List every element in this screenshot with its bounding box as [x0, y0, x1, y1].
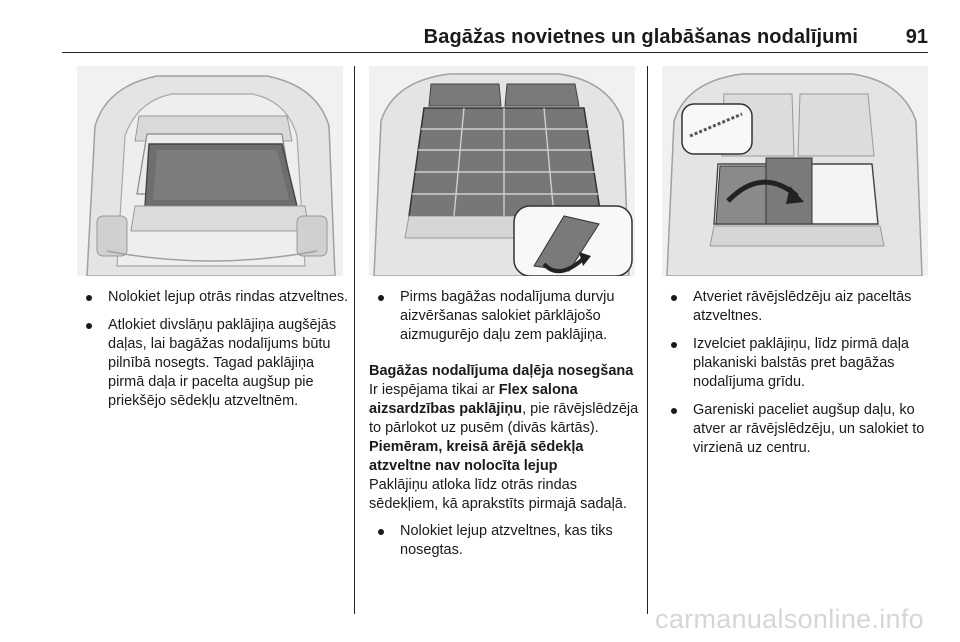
column-1	[77, 288, 349, 420]
car-trunk-illustration-2	[369, 66, 635, 276]
bullet-text: Gareniski paceliet augšup daļu, ko atver ar rāvējslēdzēju, un salokiet to virzienā uz centru.	[693, 402, 925, 456]
bullet-text: Nolokiet lejup atzveltnes, kas tiks nosegtas.	[400, 523, 613, 558]
bullet-text: Atlokiet divslāņu paklājiņa augšējās daļas, lai bagāžas nodalījums būtu pilnībā nosegts. Tagad paklājiņa pirmā daļa ir pacelta augšup pie priekšējo sēdekļu atzveltnēm.	[108, 317, 337, 409]
column-3	[662, 288, 934, 467]
bullet-dot	[671, 295, 677, 301]
bullet-item	[662, 401, 934, 458]
product-name-bold: Flex salona aizsardzības paklājiņu	[369, 382, 578, 417]
bullet-dot	[378, 529, 384, 535]
section-heading-example: Piemēram, kreisā ārējā sēdekļa atzveltne nav nolocīta lejup	[369, 439, 584, 474]
bullet-text: Pirms bagāžas nodalījuma durvju aizvēršanas salokiet pārklājošo aizmugurējo daļu zem paklājiņa.	[400, 289, 615, 343]
watermark: carmanualsonline.info	[655, 604, 924, 634]
bullet-dot	[671, 342, 677, 348]
bullet-item	[77, 288, 349, 307]
illustration-mat-folded-seats	[77, 66, 343, 276]
bullet-text: Izvelciet paklājiņu, līdz pirmā daļa plakaniski balstās pret bagāžas nodalījuma grīdu.	[693, 336, 909, 390]
bullet-item	[369, 522, 641, 560]
page-title: Bagāžas novietnes un glabāšanas nodalījumi	[423, 26, 858, 48]
section-heading-partial-cover: Bagāžas nodalījuma daļēja nosegšana	[369, 363, 634, 379]
section-text-partial-cover: Ir iespējama tikai ar Flex salona aizsardzības paklājiņu, pie rāvējslēdzēja to pārlokot uz pusēm (divās kārtās).	[369, 382, 639, 436]
bullet-item	[369, 288, 641, 345]
car-trunk-illustration-3	[662, 66, 928, 276]
page-header	[62, 24, 928, 53]
bullet-dot	[378, 295, 384, 301]
section-text-example: Paklājiņu atloka līdz otrās rindas sēdekļiem, kā aprakstīts pirmajā sadaļā.	[369, 477, 627, 512]
bullet-dot	[86, 295, 92, 301]
page-number: 91	[905, 26, 928, 48]
column-2	[369, 288, 641, 569]
car-trunk-illustration-1	[77, 66, 343, 276]
bullet-dot	[671, 408, 677, 414]
bullet-text: Atveriet rāvējslēdzēju aiz paceltās atzveltnes.	[693, 289, 912, 324]
column-divider-1	[354, 66, 355, 614]
bullet-item	[662, 335, 934, 392]
illustration-mat-grid-inset	[369, 66, 635, 276]
bullet-dot	[86, 323, 92, 329]
illustration-mat-partial-fold	[662, 66, 928, 276]
column-divider-2	[647, 66, 648, 614]
bullet-text: Nolokiet lejup otrās rindas atzveltnes.	[108, 289, 349, 305]
bullet-item	[77, 316, 349, 411]
bullet-item	[662, 288, 934, 326]
